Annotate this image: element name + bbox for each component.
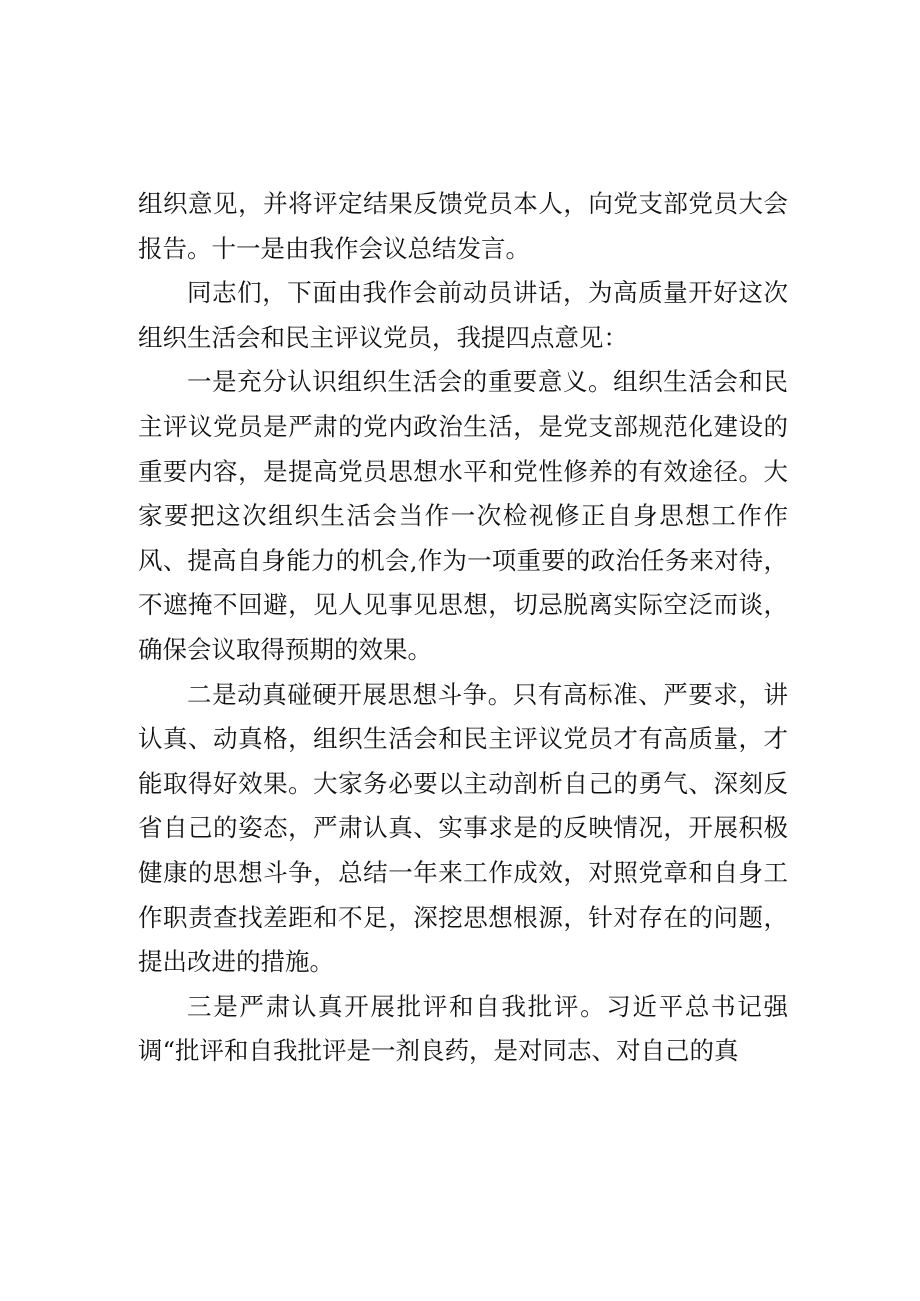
paragraph-point-one: 一是充分认识组织生活会的重要意义。组织生活会和民主评议党员是严肃的党内政治生活，是党支部规范化建设的重要内容，是提高党员思想水平和党性修养的有效途径。大家要把这次组织生活会当作一次检视修正自身思想工作作风、提高自身能力的机会,作为一项重要的政治任务来对待，不遮掩不回避，见人见事见思想，切忌脱离实际空泛而谈，确保会议取得预期的效果。: [138, 367, 788, 664]
document-body: [138, 182, 788, 1074]
paragraph-mobilization-intro: 同志们，下面由我作会前动员讲话，为高质量开好这次组织生活会和民主评议党员，我提四点意见：: [138, 278, 788, 352]
paragraph-continuation: 组织意见，并将评定结果反馈党员本人，向党支部党员大会报告。十一是由我作会议总结发言。: [138, 189, 788, 263]
paragraph-point-two: 二是动真碰硬开展思想斗争。只有高标准、严要求，讲认真、动真格，组织生活会和民主评议党员才有高质量，才能取得好效果。大家务必要以主动剖析自己的勇气、深刻反省自己的姿态，严肃认真、实事求是的反映情况，开展积极健康的思想斗争，总结一年来工作成效，对照党章和自身工作职责查找差距和不足，深挖思想根源，针对存在的问题，提出改进的措施。: [138, 679, 788, 977]
paragraph-point-three: 三是严肃认真开展批评和自我批评。习近平总书记强调“批评和自我批评是一剂良药，是对同志、对自己的真: [138, 991, 788, 1066]
